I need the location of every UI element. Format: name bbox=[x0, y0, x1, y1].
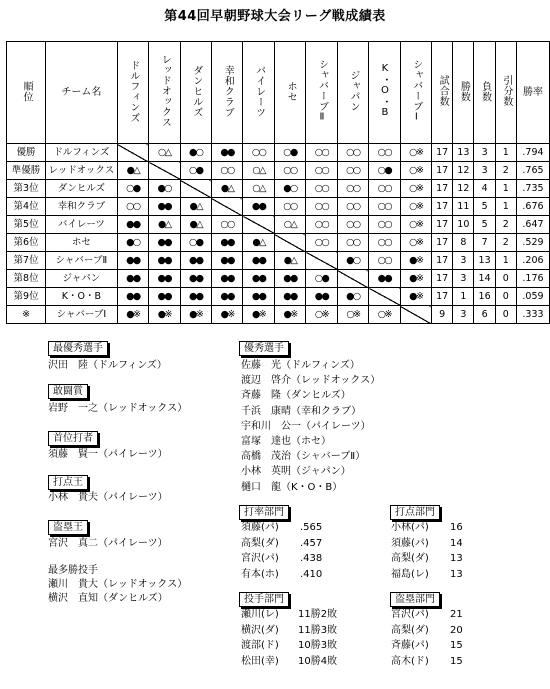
result-cell: ●○ bbox=[337, 288, 368, 306]
result-cell: ●● bbox=[117, 252, 148, 270]
losses-cell: 13 bbox=[474, 252, 495, 270]
result-cell: ●※ bbox=[274, 306, 305, 324]
losses-cell: 4 bbox=[474, 180, 495, 198]
award-fighting-label: 敢闘賞 bbox=[48, 384, 88, 399]
steal-rank-value: 15 bbox=[450, 640, 463, 651]
pct-cell: .059 bbox=[516, 288, 549, 306]
header-pct: 勝率 bbox=[516, 42, 549, 144]
table-row bbox=[7, 144, 550, 162]
result-cell: ○● bbox=[117, 180, 148, 198]
table-row bbox=[7, 180, 550, 198]
wins-cell: 3 bbox=[453, 270, 474, 288]
rbi-rank-name: 福島(レ) bbox=[391, 568, 429, 580]
result-cell: ○※ bbox=[337, 306, 368, 324]
steal-rank-value: 15 bbox=[450, 655, 463, 667]
self-match-cell bbox=[243, 216, 274, 234]
draws-cell: 2 bbox=[495, 234, 516, 252]
wins-cell: 12 bbox=[453, 162, 474, 180]
result-cell: ●● bbox=[180, 270, 211, 288]
rbi-rank-value: 13 bbox=[450, 568, 463, 580]
result-cell: ○△ bbox=[243, 162, 274, 180]
award-rbi-value: 小林 貴夫（パイレーツ） bbox=[48, 492, 168, 503]
rbi-rank-label: 打点部門 bbox=[390, 505, 440, 520]
rank-cell: 第9位 bbox=[7, 288, 46, 306]
result-cell: ●● bbox=[211, 234, 242, 252]
result-cell: ●● bbox=[149, 234, 180, 252]
pct-cell: .676 bbox=[516, 198, 549, 216]
result-cell: ●● bbox=[369, 270, 400, 288]
result-cell: ●△ bbox=[274, 252, 305, 270]
header-opponent: ホセ bbox=[274, 42, 305, 144]
result-cell: ○● bbox=[306, 270, 337, 288]
result-cell: ○● bbox=[180, 234, 211, 252]
header-draws: 引分数 bbox=[495, 42, 516, 144]
result-cell: ○○ bbox=[306, 162, 337, 180]
games-cell: 17 bbox=[432, 144, 453, 162]
rank-cell: 優勝 bbox=[7, 144, 46, 162]
result-cell: ●● bbox=[243, 270, 274, 288]
rbi-rank-value: 13 bbox=[450, 553, 463, 564]
excellent-player: 高橋 茂治（シャバーブⅡ） bbox=[241, 451, 366, 463]
result-cell: ○※ bbox=[400, 216, 431, 234]
rbi-rank-name: 高梨(ダ) bbox=[391, 553, 429, 564]
games-cell: 17 bbox=[432, 180, 453, 198]
result-cell: ○※ bbox=[306, 306, 337, 324]
excellent-player: 佐藤 光（ドルフィンズ） bbox=[241, 360, 360, 371]
steal-rank-label: 盗塁部門 bbox=[390, 592, 440, 607]
table-row bbox=[7, 270, 550, 288]
table-row bbox=[7, 162, 550, 180]
rank-cell: ※ bbox=[7, 306, 46, 324]
excellent-player: 樋口 龍（K・O・B） bbox=[241, 481, 343, 493]
header-opponent: 幸和クラブ bbox=[211, 42, 242, 144]
steal-rank-name: 高梨(ダ) bbox=[391, 624, 429, 636]
result-cell: ●○ bbox=[180, 144, 211, 162]
batting-rank-value: .565 bbox=[300, 522, 323, 533]
losses-cell: 5 bbox=[474, 198, 495, 216]
result-cell: ○○ bbox=[306, 234, 337, 252]
games-cell: 17 bbox=[432, 252, 453, 270]
result-cell: ○○ bbox=[337, 198, 368, 216]
result-cell: ●※ bbox=[180, 306, 211, 324]
header-opponent: バイレーツ bbox=[243, 42, 274, 144]
losses-cell: 5 bbox=[474, 216, 495, 234]
games-cell: 17 bbox=[432, 162, 453, 180]
self-match-cell bbox=[274, 234, 305, 252]
result-cell: ●○ bbox=[274, 180, 305, 198]
games-cell: 9 bbox=[432, 306, 453, 324]
table-row bbox=[7, 288, 550, 306]
header-games: 試合数 bbox=[432, 42, 453, 144]
rbi-rank-value: 14 bbox=[450, 537, 463, 549]
pct-cell: .206 bbox=[516, 252, 549, 270]
result-cell: ●※ bbox=[400, 288, 431, 306]
losses-cell: 7 bbox=[474, 234, 495, 252]
header-opponent: レッドオックス bbox=[149, 42, 180, 144]
draws-cell: 1 bbox=[495, 198, 516, 216]
result-cell: ●△ bbox=[180, 216, 211, 234]
result-cell: ○※ bbox=[369, 306, 400, 324]
result-cell: ○○ bbox=[369, 144, 400, 162]
header-team: チーム名 bbox=[46, 42, 118, 144]
result-cell: ●● bbox=[211, 270, 242, 288]
result-cell: ●● bbox=[117, 270, 148, 288]
award-rbi-label: 打点王 bbox=[48, 475, 88, 490]
draws-cell: 0 bbox=[495, 306, 516, 324]
excellent-player: 宇和川 公一（パイレーツ） bbox=[241, 420, 371, 432]
wins-cell: 8 bbox=[453, 234, 474, 252]
award-batting-value: 須藤 賢一（パイレーツ） bbox=[48, 449, 168, 460]
team-cell: レッドオックス bbox=[46, 162, 118, 180]
table-row bbox=[7, 252, 550, 270]
result-cell: ●● bbox=[149, 198, 180, 216]
wins-cell: 3 bbox=[453, 252, 474, 270]
steal-rank-value: 21 bbox=[450, 609, 463, 620]
result-cell: ○○ bbox=[243, 144, 274, 162]
steal-rank-name: 宮沢(パ) bbox=[391, 609, 429, 620]
result-cell: ○○ bbox=[306, 144, 337, 162]
award-mvp-label: 最優秀選手 bbox=[48, 341, 108, 356]
result-cell: ○○ bbox=[369, 198, 400, 216]
pitching-rank-value: 11勝3敗 bbox=[298, 624, 338, 636]
batting-rank-label: 打率部門 bbox=[239, 505, 289, 520]
self-match-cell bbox=[180, 180, 211, 198]
award-fighting-value: 岩野 一之（レッドオックス） bbox=[48, 403, 188, 414]
games-cell: 17 bbox=[432, 216, 453, 234]
result-cell: ○○ bbox=[306, 180, 337, 198]
pct-cell: .333 bbox=[516, 306, 549, 324]
draws-cell: 2 bbox=[495, 162, 516, 180]
pitching-rank-name: 松田(幸) bbox=[241, 655, 279, 667]
result-cell: ○※ bbox=[400, 144, 431, 162]
rbi-rank-value: 16 bbox=[450, 522, 463, 533]
result-cell: ○○ bbox=[369, 216, 400, 234]
self-match-cell bbox=[369, 288, 400, 306]
team-cell: ダンヒルズ bbox=[46, 180, 118, 198]
award-steal-value: 宮沢 真二（パイレーツ） bbox=[48, 538, 168, 549]
pitching-rank-value: 10勝3敗 bbox=[298, 640, 338, 651]
result-cell: ●● bbox=[211, 144, 242, 162]
result-cell: ●△ bbox=[243, 234, 274, 252]
rank-cell: 準優勝 bbox=[7, 162, 46, 180]
header-opponent: ドルフィンズ bbox=[117, 42, 148, 144]
result-cell: ○○ bbox=[337, 216, 368, 234]
result-cell: ●△ bbox=[117, 162, 148, 180]
result-cell: ○○ bbox=[211, 216, 242, 234]
result-cell: ●● bbox=[211, 288, 242, 306]
header-losses: 負数 bbox=[474, 42, 495, 144]
team-cell: 幸和クラブ bbox=[46, 198, 118, 216]
award-mvp-value: 沢田 陸（ドルフィンズ） bbox=[48, 360, 167, 371]
pitching-rank-name: 横沢(ダ) bbox=[241, 624, 279, 636]
result-cell: ○△ bbox=[149, 144, 180, 162]
header-opponent: シャバーブⅠ bbox=[400, 42, 431, 144]
result-cell: ●● bbox=[117, 288, 148, 306]
result-cell: ●○ bbox=[117, 234, 148, 252]
result-cell: ●※ bbox=[243, 306, 274, 324]
award-most-wins-line: 横沢 直知（ダンヒルズ） bbox=[48, 593, 168, 604]
pct-cell: .765 bbox=[516, 162, 549, 180]
result-cell: ●※ bbox=[117, 306, 148, 324]
draws-cell: 1 bbox=[495, 252, 516, 270]
table-row bbox=[7, 234, 550, 252]
result-cell: ●△ bbox=[211, 180, 242, 198]
draws-cell: 0 bbox=[495, 270, 516, 288]
team-cell: シャバーブⅡ bbox=[46, 252, 118, 270]
result-cell: ○○ bbox=[306, 216, 337, 234]
result-cell: ○● bbox=[180, 162, 211, 180]
result-cell: ●○ bbox=[337, 252, 368, 270]
wins-cell: 1 bbox=[453, 288, 474, 306]
pct-cell: .529 bbox=[516, 234, 549, 252]
team-cell: ジャパン bbox=[46, 270, 118, 288]
table-row bbox=[7, 198, 550, 216]
result-cell: ○○ bbox=[337, 234, 368, 252]
header-rank: 順位 bbox=[7, 42, 46, 144]
result-cell: ●※ bbox=[400, 252, 431, 270]
table-header-row bbox=[7, 42, 550, 144]
result-cell: ○○ bbox=[274, 198, 305, 216]
batting-rank-name: 有本(ホ) bbox=[241, 568, 279, 580]
result-cell: ○● bbox=[274, 144, 305, 162]
losses-cell: 3 bbox=[474, 144, 495, 162]
result-cell: ●● bbox=[149, 288, 180, 306]
excellent-player: 富塚 達也（ホセ） bbox=[241, 436, 331, 447]
self-match-cell bbox=[211, 198, 242, 216]
wins-cell: 10 bbox=[453, 216, 474, 234]
result-cell: ○○ bbox=[117, 198, 148, 216]
batting-rank-name: 須藤(パ) bbox=[241, 522, 279, 533]
result-cell: ○※ bbox=[400, 198, 431, 216]
pitching-rank-label: 投手部門 bbox=[239, 592, 289, 607]
header-opponent: ダンヒルズ bbox=[180, 42, 211, 144]
excellent-player: 小林 英明（ジャパン） bbox=[241, 466, 351, 478]
result-cell: ●● bbox=[211, 252, 242, 270]
result-cell: ○○ bbox=[274, 162, 305, 180]
result-cell: ●※ bbox=[149, 306, 180, 324]
wins-cell: 11 bbox=[453, 198, 474, 216]
team-cell: ホセ bbox=[46, 234, 118, 252]
result-cell: ●● bbox=[243, 252, 274, 270]
self-match-cell bbox=[117, 144, 148, 162]
steal-rank-name: 斉藤(パ) bbox=[391, 640, 429, 651]
self-match-cell bbox=[337, 270, 368, 288]
league-table bbox=[6, 41, 550, 324]
result-cell: ●※ bbox=[211, 306, 242, 324]
result-cell: ●● bbox=[243, 288, 274, 306]
pct-cell: .794 bbox=[516, 144, 549, 162]
result-cell: ●● bbox=[306, 288, 337, 306]
wins-cell: 12 bbox=[453, 180, 474, 198]
rbi-rank-name: 須藤(パ) bbox=[391, 537, 429, 549]
self-match-cell bbox=[306, 252, 337, 270]
result-cell: ●● bbox=[117, 216, 148, 234]
batting-rank-name: 高梨(ダ) bbox=[241, 537, 279, 549]
pct-cell: .647 bbox=[516, 216, 549, 234]
result-cell: ●※ bbox=[400, 270, 431, 288]
result-cell: ○○ bbox=[211, 162, 242, 180]
self-match-cell bbox=[400, 306, 431, 324]
games-cell: 17 bbox=[432, 288, 453, 306]
draws-cell: 1 bbox=[495, 180, 516, 198]
result-cell: ○※ bbox=[400, 180, 431, 198]
result-cell: ○△ bbox=[243, 180, 274, 198]
rank-cell: 第5位 bbox=[7, 216, 46, 234]
header-opponent: K・O・B bbox=[369, 42, 400, 144]
table-row bbox=[7, 306, 550, 324]
games-cell: 17 bbox=[432, 234, 453, 252]
pitching-rank-name: 渡部(ド) bbox=[241, 640, 279, 651]
result-cell: ○○ bbox=[337, 144, 368, 162]
team-cell: K・O・B bbox=[46, 288, 118, 306]
self-match-cell bbox=[149, 162, 180, 180]
team-cell: シャバーブⅠ bbox=[46, 306, 118, 324]
result-cell: ○● bbox=[369, 162, 400, 180]
batting-rank-value: .410 bbox=[300, 568, 323, 580]
pct-cell: .735 bbox=[516, 180, 549, 198]
result-cell: ○○ bbox=[369, 180, 400, 198]
header-wins: 勝数 bbox=[453, 42, 474, 144]
draws-cell: 0 bbox=[495, 288, 516, 306]
wins-cell: 3 bbox=[453, 306, 474, 324]
pitching-rank-name: 瀬川(レ) bbox=[241, 609, 279, 620]
rank-cell: 第4位 bbox=[7, 198, 46, 216]
steal-rank-value: 20 bbox=[450, 624, 463, 636]
draws-cell: 2 bbox=[495, 216, 516, 234]
draws-cell: 1 bbox=[495, 144, 516, 162]
award-most-wins-label: 最多勝投手 bbox=[48, 565, 98, 576]
result-cell: ●○ bbox=[149, 180, 180, 198]
losses-cell: 16 bbox=[474, 288, 495, 306]
result-cell: ○○ bbox=[369, 234, 400, 252]
batting-rank-value: .457 bbox=[300, 537, 323, 549]
result-cell: ●● bbox=[243, 198, 274, 216]
result-cell: ●△ bbox=[180, 198, 211, 216]
excellent-player: 渡辺 啓介（レッドオックス） bbox=[241, 375, 381, 387]
excellent-player: 千浜 康晴（幸和クラブ） bbox=[241, 405, 362, 417]
rank-cell: 第3位 bbox=[7, 180, 46, 198]
rank-cell: 第6位 bbox=[7, 234, 46, 252]
rank-cell: 第8位 bbox=[7, 270, 46, 288]
pct-cell: .176 bbox=[516, 270, 549, 288]
result-cell: ●● bbox=[180, 252, 211, 270]
steal-rank-name: 高木(ド) bbox=[391, 655, 429, 667]
result-cell: ○○ bbox=[337, 162, 368, 180]
batting-rank-value: .438 bbox=[300, 553, 323, 564]
award-steal-label: 盗塁王 bbox=[48, 520, 88, 535]
pitching-rank-value: 10勝4敗 bbox=[298, 655, 338, 667]
result-cell: ○○ bbox=[306, 198, 337, 216]
result-cell: ●● bbox=[149, 252, 180, 270]
losses-cell: 6 bbox=[474, 306, 495, 324]
losses-cell: 3 bbox=[474, 162, 495, 180]
result-cell: ●△ bbox=[149, 216, 180, 234]
team-cell: ドルフィンズ bbox=[46, 144, 118, 162]
result-cell: ○※ bbox=[400, 162, 431, 180]
team-cell: バイレーツ bbox=[46, 216, 118, 234]
result-cell: ●● bbox=[274, 288, 305, 306]
games-cell: 17 bbox=[432, 270, 453, 288]
result-cell: ●● bbox=[274, 270, 305, 288]
award-batting-label: 首位打者 bbox=[48, 431, 98, 446]
table-row bbox=[7, 216, 550, 234]
result-cell: ○※ bbox=[400, 234, 431, 252]
games-cell: 17 bbox=[432, 198, 453, 216]
excellent-player: 斉藤 隆（ダンヒルズ） bbox=[241, 390, 351, 402]
batting-rank-name: 宮沢(パ) bbox=[241, 553, 279, 564]
result-cell: ○△ bbox=[274, 216, 305, 234]
losses-cell: 14 bbox=[474, 270, 495, 288]
wins-cell: 13 bbox=[453, 144, 474, 162]
page-title: 第44回早朝野球大会リーグ戦成績表 bbox=[164, 9, 386, 24]
result-cell: ●● bbox=[149, 270, 180, 288]
pitching-rank-value: 11勝2敗 bbox=[298, 609, 338, 620]
excellent-label: 優秀選手 bbox=[239, 341, 289, 356]
rbi-rank-name: 小林(パ) bbox=[391, 522, 429, 533]
result-cell: ●● bbox=[180, 288, 211, 306]
result-cell: ○○ bbox=[369, 252, 400, 270]
rank-cell: 第7位 bbox=[7, 252, 46, 270]
header-opponent: シャバーブⅡ bbox=[306, 42, 337, 144]
header-opponent: ジャパン bbox=[337, 42, 368, 144]
result-cell: ○○ bbox=[337, 180, 368, 198]
award-most-wins-line: 瀬川 貴大（レッドオックス） bbox=[48, 579, 188, 590]
